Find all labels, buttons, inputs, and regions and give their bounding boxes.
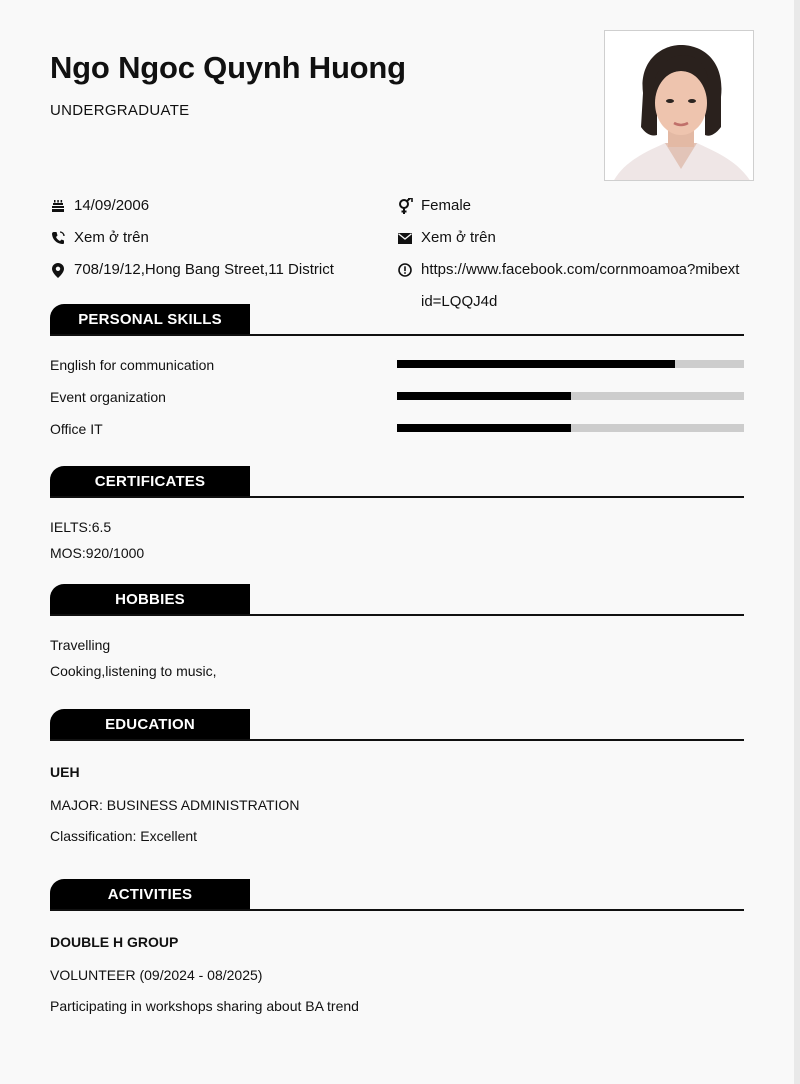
portrait-image: [605, 31, 754, 181]
activity-description: Participating in workshops sharing about BA trend: [50, 998, 359, 1014]
skill-bar: [397, 392, 744, 400]
contact-email: [397, 222, 731, 254]
skill-bar-fill: [397, 392, 571, 400]
section-activities: [50, 879, 744, 911]
hobby-item: Cooking,listening to music,: [50, 663, 217, 679]
section-title: PERSONAL SKILLS: [50, 304, 250, 334]
section-title: HOBBIES: [50, 584, 250, 614]
section-hobbies: [50, 584, 744, 616]
skill-bar-fill: [397, 360, 675, 368]
skill-name: Event organization: [50, 389, 166, 405]
education-classification: Classification: Excellent: [50, 828, 198, 844]
cake-icon: [50, 190, 66, 222]
contact-address: [50, 254, 384, 286]
section-certificates: [50, 466, 744, 498]
gender-value: Female: [421, 197, 472, 214]
skill-bar-fill: [397, 424, 571, 432]
activity-organization: DOUBLE H GROUP: [50, 934, 179, 950]
contact-phone: [50, 222, 384, 254]
skill-name: Office IT: [50, 421, 103, 437]
contact-birthday: [50, 190, 384, 222]
email-value: Xem ở trên: [421, 229, 496, 246]
gender-icon: [397, 190, 413, 222]
section-personal-skills: [50, 304, 744, 336]
phone-icon: [50, 222, 66, 254]
hobby-item: Travelling: [50, 637, 111, 653]
skill-bar: [397, 424, 744, 432]
skill-name: English for communication: [50, 357, 215, 373]
info-circle-icon: [397, 254, 413, 286]
birthday-value: 14/09/2006: [74, 197, 150, 214]
education-school: UEH: [50, 764, 80, 780]
section-title: EDUCATION: [50, 709, 250, 739]
website-link[interactable]: https://www.facebook.com/cornmoamoa?mibextid=LQQJ4d: [421, 261, 740, 310]
envelope-icon: [397, 222, 413, 254]
education-major: MAJOR: BUSINESS ADMINISTRATION: [50, 797, 300, 813]
profile-photo: [604, 30, 754, 181]
activity-role: VOLUNTEER (09/2024 - 08/2025): [50, 967, 263, 983]
section-title: ACTIVITIES: [50, 879, 250, 909]
candidate-title: UNDERGRADUATE: [50, 102, 190, 119]
certificate-item: IELTS:6.5: [50, 519, 112, 535]
section-title: CERTIFICATES: [50, 466, 250, 496]
certificate-item: MOS:920/1000: [50, 545, 145, 561]
contact-gender: [397, 190, 731, 222]
skill-bar: [397, 360, 744, 368]
location-pin-icon: [50, 254, 66, 286]
section-education: [50, 709, 744, 741]
candidate-name: Ngo Ngoc Quynh Huong: [50, 50, 406, 85]
address-value: 708/19/12,Hong Bang Street,11 District: [74, 261, 334, 278]
phone-value: Xem ở trên: [74, 229, 149, 246]
